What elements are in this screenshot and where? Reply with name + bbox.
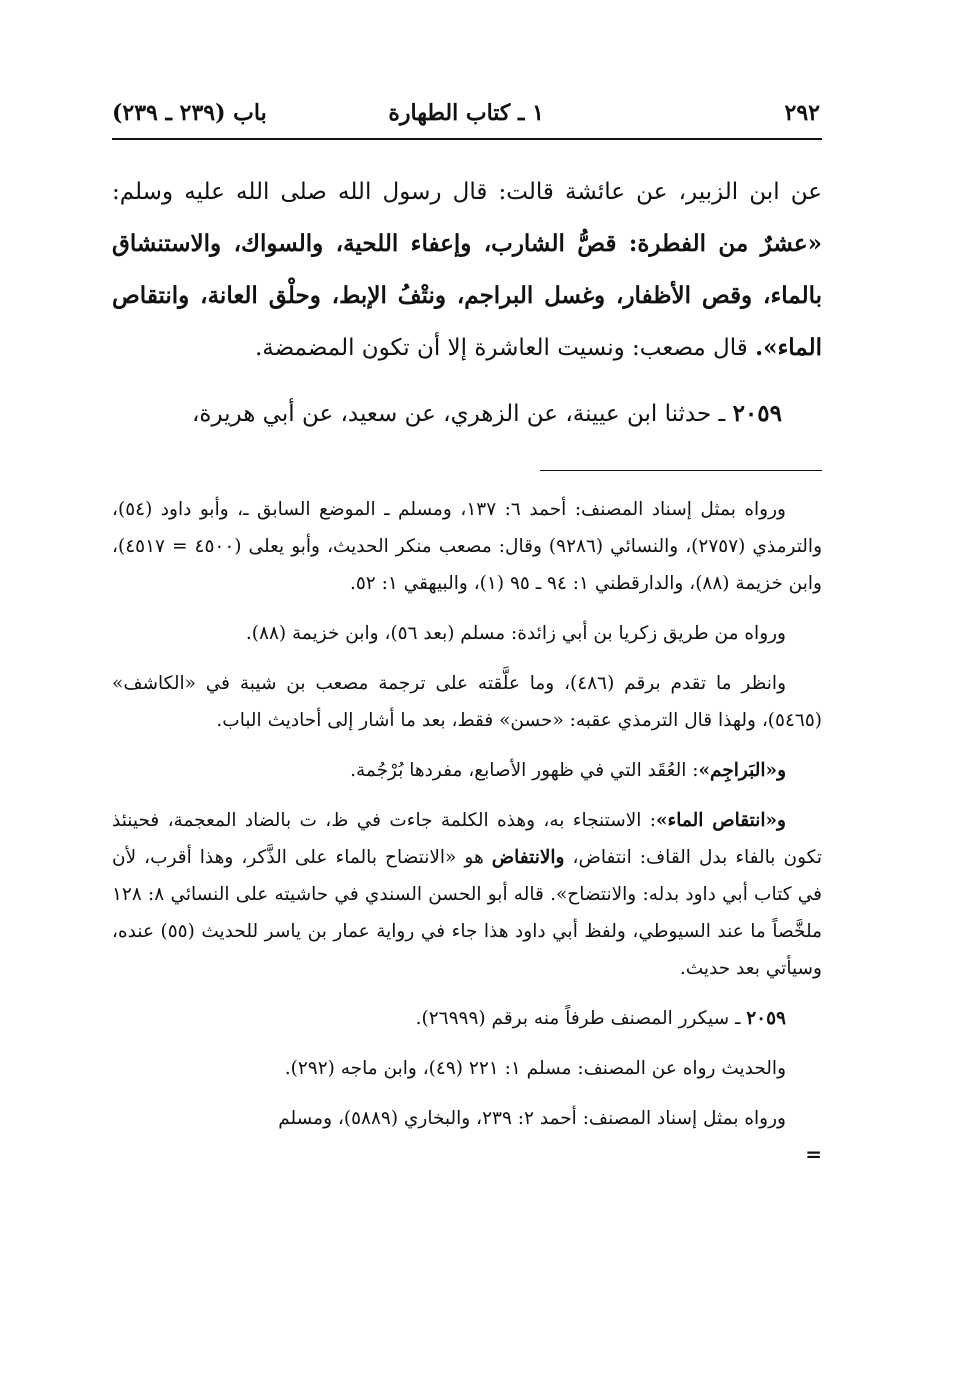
gloss-bold-word: والانتفاض xyxy=(491,847,565,868)
footnote-paragraph: ورواه من طريق زكريا بن أبي زائدة: مسلم (بعد ٥٦)، وابن خزيمة (٨٨). xyxy=(245,623,786,644)
gloss-text: : الاستنجاء به، وهذه الكلمة جاءت في ظ، ت بالضاد المعجمة، فحينئذ تكون بالفاء بدل القاف: انتفاض، xyxy=(112,810,822,868)
hadith-number: ٢٠٥٩ xyxy=(732,400,782,427)
gloss-term: و«انتقاص الماء» xyxy=(655,810,786,831)
book-title: ١ ـ كتاب الطهارة xyxy=(388,100,544,126)
footnote-paragraph: ورواه بمثل إسناد المصنف: أحمد ٦: ١٣٧، ومسلم ـ الموضع السابق ـ، وأبو داود (٥٤)، والترمذي (٢٧٥٧)، والنسائي (٩٢٨٦) وقال: مصعب منكر الحديث، وأبو يعلى (٤٥٠٠ = ٤٥١٧)، وابن خزيمة (٨٨)، والدارقطني ١: ٩٤ ـ ٩٥ (١)، والبيهقي ١: ٥٢. xyxy=(112,499,822,594)
footnote-paragraph: وانظر ما تقدم برقم (٤٨٦)، وما علَّقته على ترجمة مصعب بن شيبة في «الكاشف» (٥٤٦٥)، ولهذا قال الترمذي عقبه: «حسن» فقط، بعد ما أشار إلى أحاديث الباب. xyxy=(112,673,822,731)
hadith-paragraph xyxy=(112,166,822,374)
running-header xyxy=(112,92,822,140)
hadith-chain: ـ حدثنا ابن عيينة، عن الزهري، عن سعيد، عن أبي هريرة، xyxy=(191,401,733,427)
gloss-text: هو «الانتضاح بالماء على الذَّكر، وهذا أقرب، لأن في كتاب أبي داود بدله: والانتضاح». قاله أبو الحسن السندي في حاشيته على النسائي ٨: ١٢٨ ملخَّصاً ما عند السيوطي، ولفظ أبي داود هذا جاء في رواية عمار بن ياسر للحديث (٥٥) عنده، وسيأتي بعد حديث. xyxy=(112,847,823,979)
chapter-title: باب (٢٣٩ ـ ٢٣٩) xyxy=(112,100,267,126)
hadith-matn: «عشرٌ من الفطرة: قصُّ الشارب، وإعفاء اللحية، والسواك، والاستنشاق بالماء، وقص الأظفار، وغسل البراجم، ونتْفُ الإبط، وحلْق العانة، وانتقاص الماء». xyxy=(112,230,822,361)
hadith-2059 xyxy=(112,388,822,440)
footnote-paragraph xyxy=(112,802,822,987)
footnote-hadith-number: ٢٠٥٩ xyxy=(746,1008,786,1029)
footnote-paragraph: ورواه بمثل إسناد المصنف: أحمد ٢: ٢٣٩، والبخاري (٥٨٨٩)، ومسلم xyxy=(278,1108,786,1129)
page-number: ٢٩٢ xyxy=(784,100,820,126)
continuation-mark: = xyxy=(805,1142,822,1166)
hadith-chain: عن ابن الزبير، عن عائشة قالت: قال رسول الله صلى الله عليه وسلم: xyxy=(112,179,822,205)
footnote-paragraph: والحديث رواه عن المصنف: مسلم ١: ٢٢١ (٤٩)، وابن ماجه (٢٩٢). xyxy=(284,1058,786,1079)
footnotes xyxy=(112,491,822,1164)
footnote-paragraph xyxy=(112,752,822,789)
hadith-comment: قال مصعب: ونسيت العاشرة إلا أن تكون المضمضة. xyxy=(254,335,756,361)
footnote-paragraph xyxy=(112,1000,822,1037)
footnote-text: ـ سيكرر المصنف طرفاً منه برقم (٢٦٩٩٩). xyxy=(415,1008,747,1029)
main-text xyxy=(112,166,822,440)
gloss-text: : العُقَد التي في ظهور الأصابع، مفردها بُرْجُمة. xyxy=(350,760,699,781)
book-page xyxy=(112,92,822,1164)
gloss-term: و«البَراجِم» xyxy=(698,760,786,781)
footnote-divider xyxy=(540,470,822,471)
